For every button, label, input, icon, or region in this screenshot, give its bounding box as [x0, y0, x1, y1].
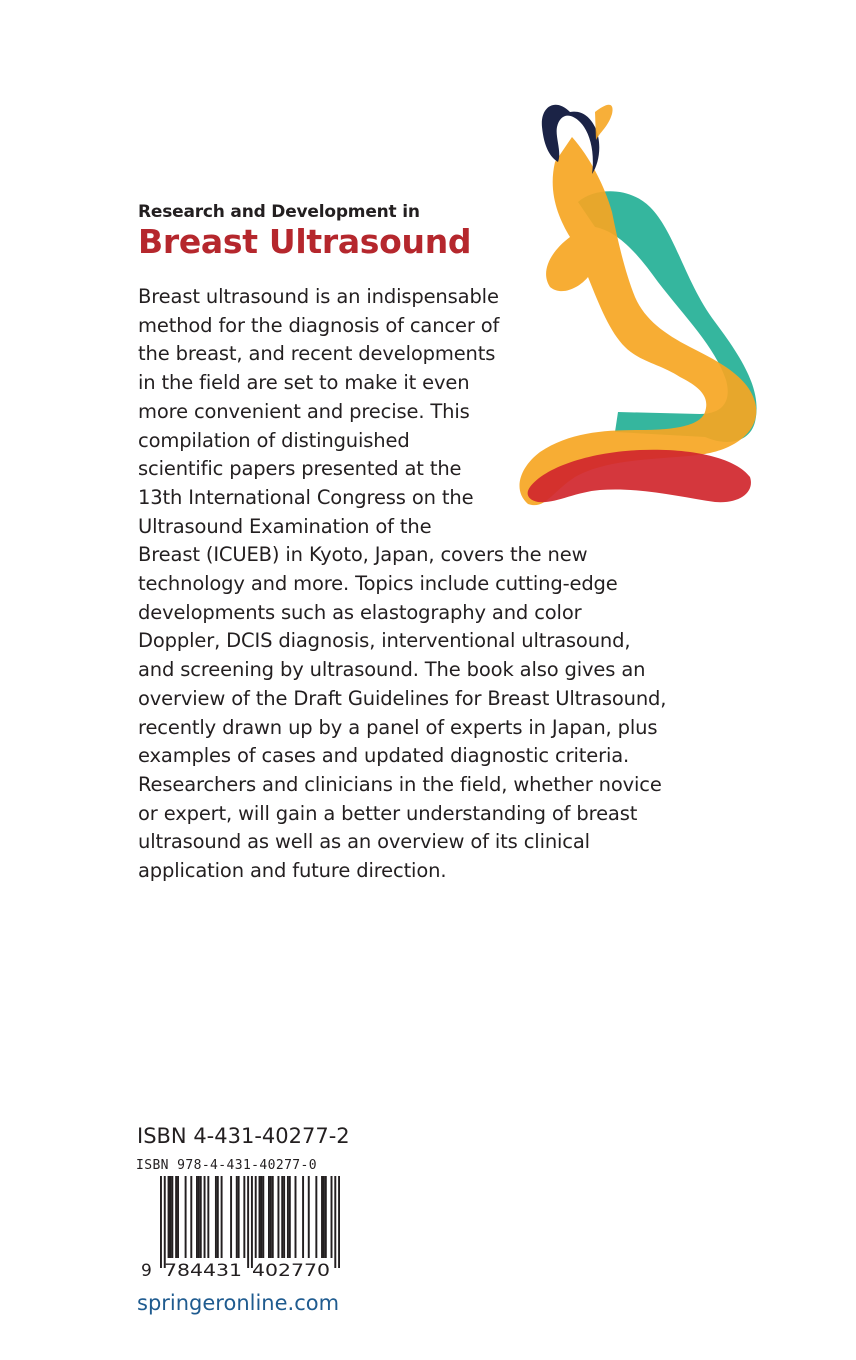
barcode-bar: [321, 1176, 323, 1258]
barcode: [140, 1176, 340, 1278]
barcode-bar: [259, 1176, 261, 1258]
barcode-bar: [207, 1176, 209, 1258]
barcode-bar: [198, 1176, 200, 1258]
barcode-bar: [255, 1176, 257, 1258]
barcode-bar: [315, 1176, 317, 1258]
description-line: Breast (ICUEB) in Kyoto, Japan, covers the new: [138, 543, 588, 567]
description-line: Doppler, DCIS diagnosis, interventional ultrasound,: [138, 629, 631, 653]
barcode-bar: [295, 1176, 297, 1258]
description-line: compilation of distinguished: [138, 428, 410, 452]
description-line: Ultrasound Examination of the: [138, 514, 432, 538]
description-line: overview of the Draft Guidelines for Breast Ultrasound,: [138, 686, 667, 710]
description-line: technology and more. Topics include cutting-edge: [138, 572, 618, 596]
barcode-bar: [272, 1176, 274, 1258]
barcode-bar: [217, 1176, 219, 1258]
description-line: examples of cases and updated diagnostic criteria.: [138, 744, 630, 768]
barcode-bar: [262, 1176, 264, 1258]
website-link[interactable]: springeronline.com: [137, 1291, 340, 1315]
barcode-bar: [196, 1176, 198, 1258]
barcode-bar: [177, 1176, 179, 1258]
barcode-bar: [160, 1176, 162, 1268]
barcode-bar: [331, 1176, 333, 1258]
description-line: recently drawn up by a panel of experts in Japan, plus: [138, 715, 658, 739]
description-line: method for the diagnosis of cancer of: [138, 313, 500, 337]
barcode-bar: [190, 1176, 192, 1258]
barcode-bar: [251, 1176, 253, 1268]
barcode-bar: [334, 1176, 336, 1268]
description-line: the breast, and recent developments: [138, 342, 496, 366]
description-line: application and future direction.: [138, 859, 447, 883]
barcode-bar: [302, 1176, 304, 1258]
barcode-bar: [308, 1176, 310, 1258]
barcode-bar: [338, 1176, 340, 1268]
barcode-bar: [221, 1176, 223, 1258]
barcode-bar: [277, 1176, 279, 1258]
barcode-bar: [281, 1176, 283, 1258]
barcode-bar: [287, 1176, 289, 1258]
description-line: Breast ultrasound is an indispensable: [138, 285, 499, 308]
artwork-orange-ear: [595, 105, 613, 140]
barcode-bar: [230, 1176, 232, 1258]
barcode-bar: [289, 1176, 291, 1258]
description-line: ultrasound as well as an overview of its clinical: [138, 830, 590, 854]
barcode-bar: [260, 1176, 262, 1258]
barcode-bar: [323, 1176, 325, 1258]
barcode-bar: [283, 1176, 285, 1258]
barcode-bar: [200, 1176, 202, 1258]
barcode-bar: [238, 1176, 240, 1258]
barcode-bar: [268, 1176, 270, 1258]
book-description: [138, 283, 666, 886]
description-line: 13th International Congress on the: [138, 485, 474, 509]
barcode-bar: [171, 1176, 173, 1258]
barcode-bar: [243, 1176, 245, 1258]
description-line: scientific papers presented at the: [138, 457, 462, 481]
isbn-10: ISBN 4-431-40277-2: [137, 1124, 350, 1148]
barcode-bar: [204, 1176, 206, 1258]
barcode-bar: [270, 1176, 272, 1258]
barcode-left-digits: 784431: [164, 1261, 242, 1278]
barcode-bar: [164, 1176, 166, 1268]
description-line: in the field are set to make it even: [138, 371, 470, 395]
description-line: Researchers and clinicians in the field, whether novice: [138, 772, 662, 796]
barcode-bar: [325, 1176, 327, 1258]
isbn-13-label: ISBN 978-4-431-40277-0: [136, 1158, 317, 1173]
barcode-bar: [215, 1176, 217, 1258]
book-subtitle: Research and Development in: [138, 202, 420, 222]
barcode-bar: [175, 1176, 177, 1258]
barcode-bar: [168, 1176, 170, 1258]
description-line: more convenient and precise. This: [138, 399, 470, 423]
barcode-bars: [160, 1176, 340, 1268]
barcode-bar: [169, 1176, 171, 1258]
barcode-first-digit: 9: [141, 1261, 152, 1278]
barcode-bar: [236, 1176, 238, 1258]
description-line: developments such as elastography and color: [138, 600, 582, 624]
barcode-bar: [185, 1176, 187, 1258]
description-line: and screening by ultrasound. The book also gives an: [138, 658, 646, 682]
barcode-bar: [247, 1176, 249, 1268]
barcode-right-digits: 402770: [252, 1261, 330, 1278]
book-title: Breast Ultrasound: [138, 222, 472, 261]
description-line: or expert, will gain a better understanding of breast: [138, 801, 638, 825]
